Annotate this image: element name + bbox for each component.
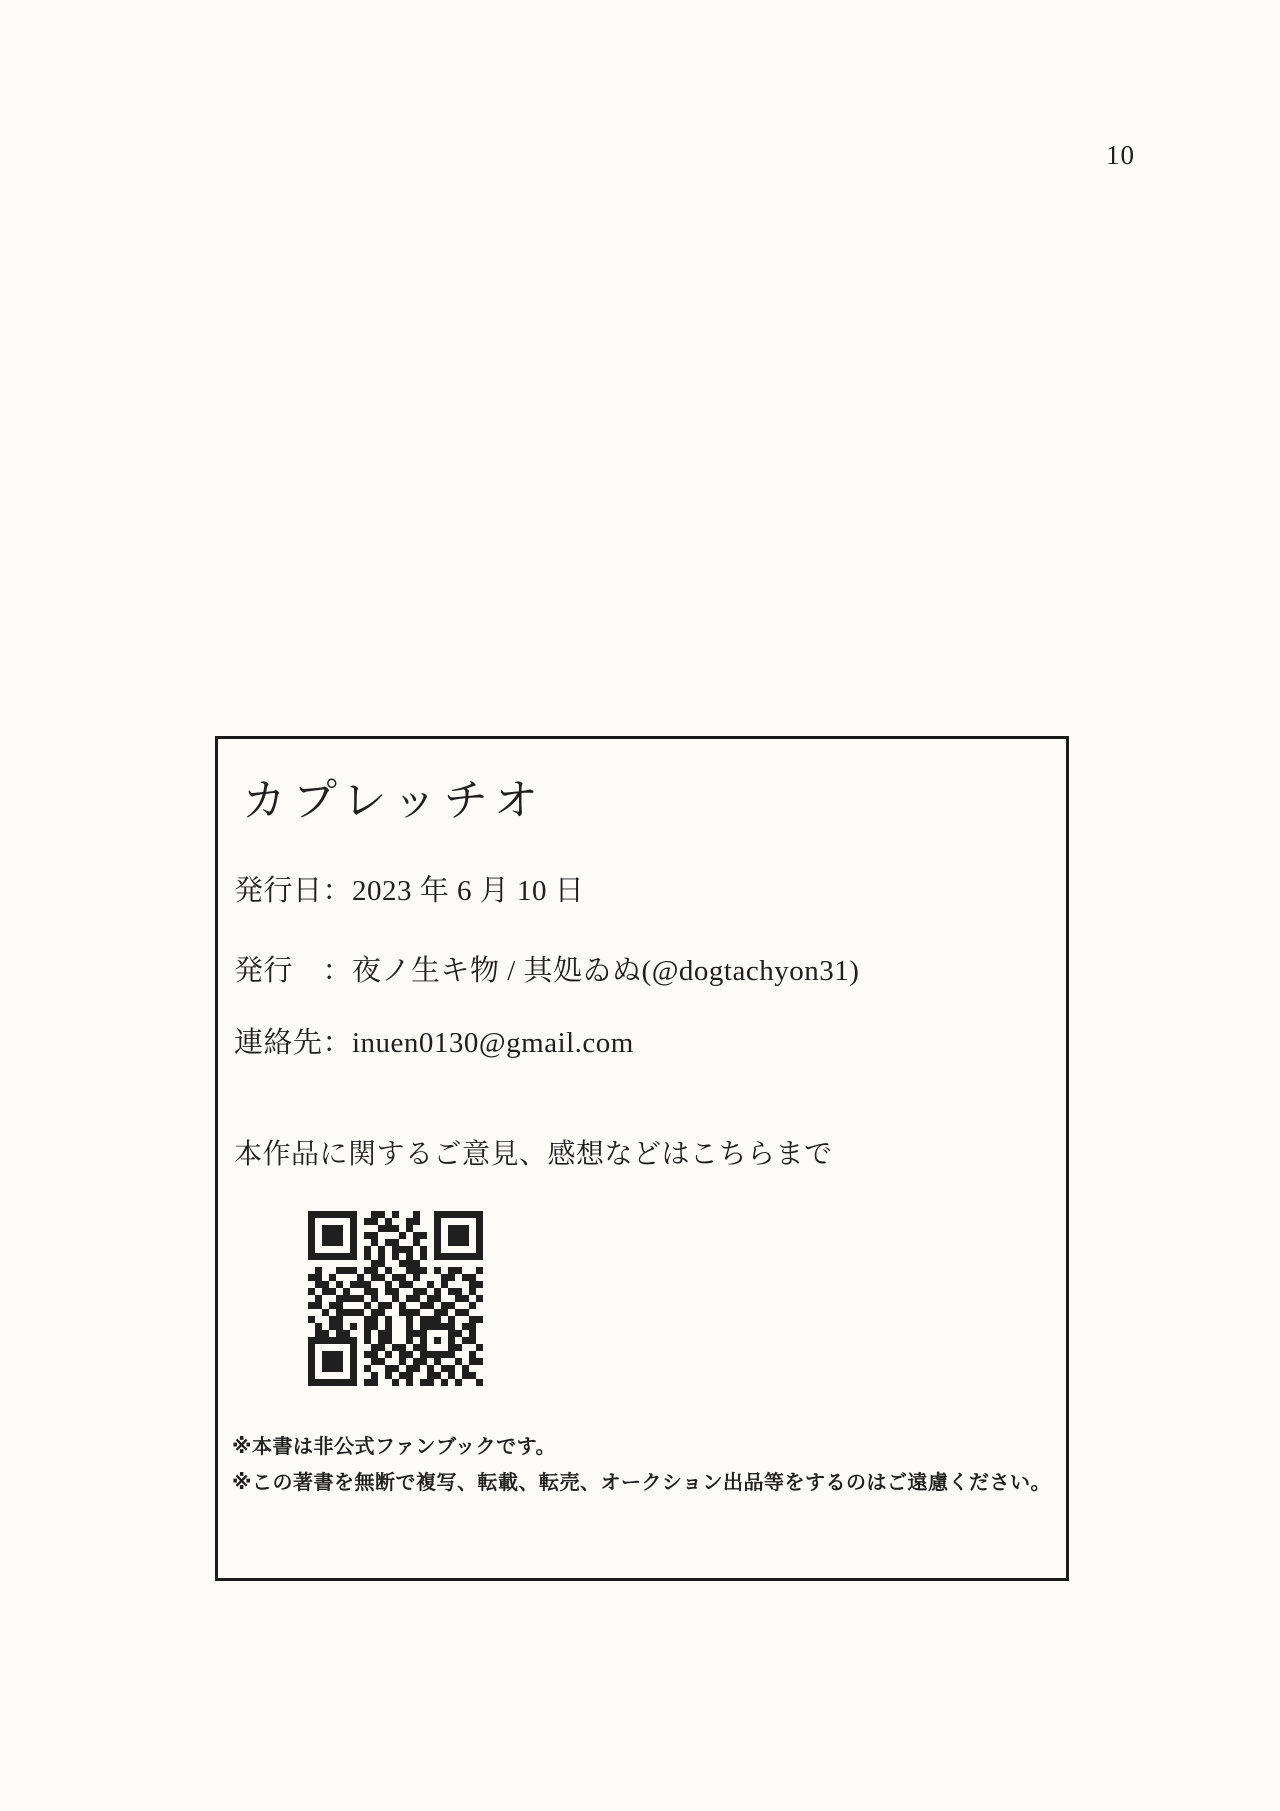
feedback-line: 本作品に関するご意見、感想などはこちらまで: [234, 1139, 833, 1170]
publisher-line: 発行 ：夜ノ生キ物 / 其処ゐぬ(@dogtachyon31): [234, 955, 860, 987]
qr-code: [308, 1211, 483, 1386]
page-number: 10: [1106, 140, 1135, 170]
book-title: カプレッチオ: [242, 776, 545, 825]
contact-email-line: 連絡先：inuen0130@gmail.com: [234, 1027, 634, 1059]
colophon-box: [215, 736, 1069, 1581]
note-unofficial-fanbook: ※本書は非公式ファンブックです。: [232, 1436, 557, 1458]
note-no-reproduction: ※この著書を無断で複写、転載、転売、オークション出品等をするのはご遠慮ください。: [232, 1472, 1052, 1494]
publication-date-line: 発行日：2023 年 6 月 10 日: [234, 875, 585, 907]
